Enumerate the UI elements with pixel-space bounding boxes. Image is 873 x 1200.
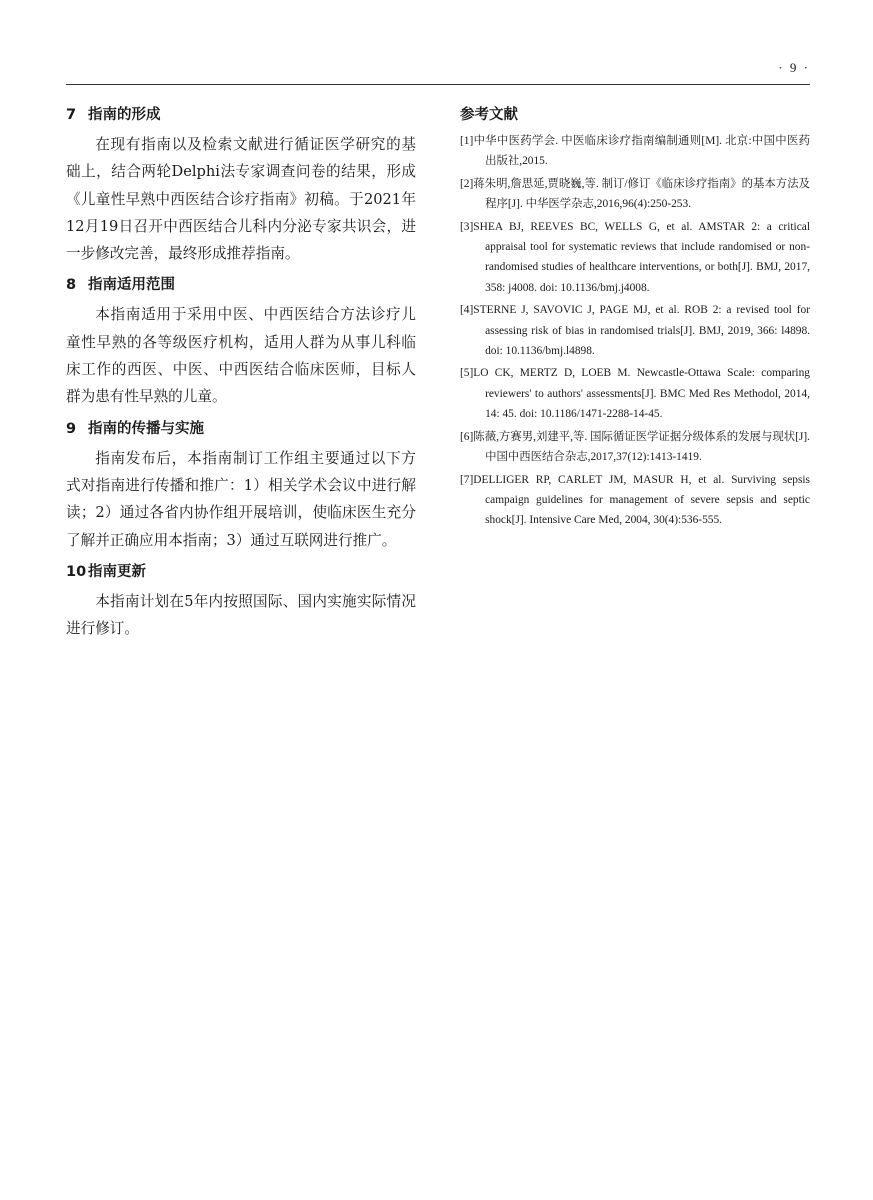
reference-number: [1] <box>460 135 474 147</box>
section-10 <box>66 560 416 643</box>
section-title: 指南适用范围 <box>88 277 175 294</box>
right-column <box>460 103 810 533</box>
section-heading <box>66 560 416 584</box>
references-title: 参考文献 <box>460 107 518 123</box>
reference-text: 陈薇,方赛男,刘建平,等. 国际循证医学证据分级体系的发展与现状[J]. 中国中西医结合杂志,2017,37(12):1413-1419. <box>473 430 810 464</box>
section-title: 指南的传播与实施 <box>88 420 204 437</box>
reference-text: STERNE J, SAVOVIC J, PAGE MJ, et al. ROB 2: a revised tool for assessing risk of bias in randomised trials[J]. BMJ, 2019, 366: l4898. doi: 10.1136/bmj.l4898. <box>473 304 810 358</box>
section-title: 指南的形成 <box>88 107 161 123</box>
reference-item <box>460 217 810 299</box>
section-8 <box>66 273 416 410</box>
reference-item <box>460 131 810 172</box>
reference-text: 蒋朱明,詹思延,贾晓巍,等. 制订/修订《临床诊疗指南》的基本方法及程序[J]. 中华医学杂志,2016,96(4):250-253. <box>473 177 810 211</box>
section-body: 在现有指南以及检索文献进行循证医学研究的基础上，结合两轮Delphi法专家调查问卷的结果，形成《儿童性早熟中西医结合诊疗指南》初稿。于2021年12月19日召开中西医结合儿科内分泌专家共识会，进一步修改完善，最终形成推荐指南。 <box>66 136 416 263</box>
reference-item <box>460 300 810 361</box>
section-title: 指南更新 <box>88 563 146 580</box>
reference-item <box>460 470 810 531</box>
section-body: 本指南计划在5年内按照国际、国内实施实际情况进行修订。 <box>66 592 416 638</box>
reference-number: [3] <box>460 220 474 233</box>
left-column <box>66 103 416 648</box>
section-heading <box>66 103 416 127</box>
reference-list <box>460 131 810 531</box>
section-number: 8 <box>66 277 77 294</box>
header-rule <box>66 84 810 85</box>
reference-number: [4] <box>460 304 474 317</box>
page-number: · 9 · <box>778 60 810 75</box>
reference-item <box>460 363 810 424</box>
section-9 <box>66 417 416 554</box>
reference-number: [6] <box>460 430 474 443</box>
section-number: 7 <box>66 107 77 123</box>
reference-text: 中华中医药学会. 中医临床诊疗指南编制通则[M]. 北京:中国中医药出版社,2015. <box>473 135 810 168</box>
section-heading <box>66 417 416 441</box>
section-body: 指南发布后，本指南制订工作组主要通过以下方式对指南进行传播和推广：1）相关学术会议中进行解读；2）通过各省内协作组开展培训，使临床医生充分了解并正确应用本指南；3）通过互联网进行推广。 <box>66 449 416 549</box>
reference-text: SHEA BJ, REEVES BC, WELLS G, et al. AMSTAR 2: a critical appraisal tool for systematic reviews that include randomised or non-randomised studies of healthcare interventions, or both[J]. BMJ, 2017, 358: j4008. doi: 10.1136/bmj.j4008. <box>473 220 810 294</box>
section-number: 10 <box>66 563 87 580</box>
section-7 <box>66 103 416 267</box>
section-body: 本指南适用于采用中医、中西医结合方法诊疗儿童性早熟的各等级医疗机构，适用人群为从事儿科临床工作的西医、中医、中西医结合临床医师，目标人群为患有性早熟的儿童。 <box>66 306 416 406</box>
reference-number: [5] <box>460 367 474 380</box>
section-number: 9 <box>66 420 77 437</box>
reference-number: [7] <box>460 473 474 486</box>
reference-number: [2] <box>460 177 474 190</box>
reference-item <box>460 427 810 468</box>
reference-text: DELLIGER RP, CARLET JM, MASUR H, et al. Surviving sepsis campaign guidelines for management of severe sepsis and septic shock[J]. Intensive Care Med, 2004, 30(4):536-555. <box>473 473 810 527</box>
section-heading <box>66 273 416 297</box>
reference-text: LO CK, MERTZ D, LOEB M. Newcastle-Ottawa Scale: comparing reviewers' to authors' assessments[J]. BMC Med Res Methodol, 2014, 14: 45. doi: 10.1186/1471-2288-14-45. <box>473 367 810 421</box>
reference-item <box>460 174 810 215</box>
